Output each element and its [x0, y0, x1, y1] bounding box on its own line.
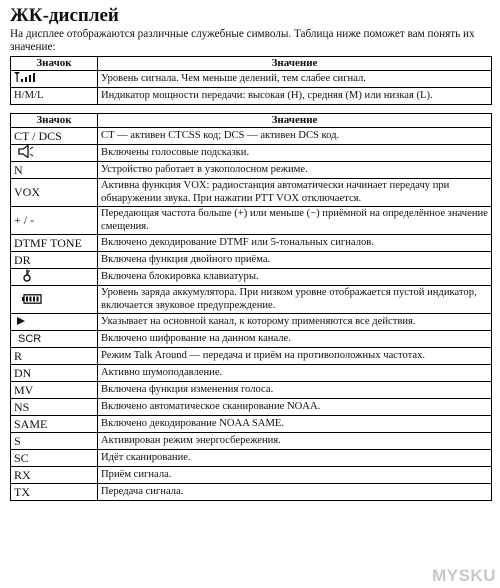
- meaning-cell: Идёт сканирование.: [98, 450, 492, 467]
- meaning-cell: Указывает на основной канал, к которому применяются все действия.: [98, 314, 492, 331]
- meaning-cell: Включены голосовые подсказки.: [98, 145, 492, 162]
- symbol-cell: SC: [11, 450, 98, 467]
- watermark: MYSKU: [432, 566, 496, 585]
- table-row: [11, 433, 492, 450]
- table-row: [11, 416, 492, 433]
- meaning-cell: Передача сигнала.: [98, 484, 492, 501]
- symbol-cell: [11, 286, 98, 314]
- table-row: [11, 348, 492, 365]
- meaning-cell: Включено декодирование DTMF или 5-тональных сигналов.: [98, 235, 492, 252]
- table-row: [11, 450, 492, 467]
- signal-strength-icon: [14, 71, 36, 87]
- icon-column-header: Значок: [11, 114, 98, 128]
- meaning-cell: Включена функция двойного приёма.: [98, 252, 492, 269]
- symbol-cell: [11, 269, 98, 286]
- intro-text: На дисплее отображаются различные служебные символы. Таблица ниже поможет вам понять их значение:: [10, 28, 475, 53]
- play-arrow-icon: [16, 316, 26, 329]
- meaning-cell: Индикатор мощности передачи: высокая (H), средняя (M) или низкая (L).: [98, 88, 492, 105]
- table-row: [11, 145, 492, 162]
- page-title: ЖК-дисплей: [10, 5, 119, 26]
- table-row: [11, 162, 492, 179]
- table-row: [11, 484, 492, 501]
- scr-symbol: SCR: [18, 333, 42, 346]
- meaning-cell: Включена функция изменения голоса.: [98, 382, 492, 399]
- table-row: [11, 179, 492, 207]
- symbol-cell: DN: [11, 365, 98, 382]
- meaning-cell: Уровень заряда аккумулятора. При низком уровне отображается пустой индикатор, включается звуковое предупреждение.: [98, 286, 492, 314]
- symbol-cell: CT / DCS: [11, 128, 98, 145]
- symbol-cell: N: [11, 162, 98, 179]
- meaning-cell: Устройство работает в узкополосном режиме.: [98, 162, 492, 179]
- meaning-cell: Включено шифрование на данном канале.: [98, 331, 492, 348]
- meaning-cell: Активна функция VOX: радиостанция автоматически начинает передачу при обнаружении звука. При нажатии PTT VOX отключается.: [98, 179, 492, 207]
- table-row: [11, 269, 492, 286]
- table-row: [11, 399, 492, 416]
- symbol-cell: DTMF TONE: [11, 235, 98, 252]
- table-header-row: [11, 114, 492, 128]
- meaning-cell: Включено автоматическое сканирование NOAA.: [98, 399, 492, 416]
- symbol-cell: RX: [11, 467, 98, 484]
- symbol-cell: DR: [11, 252, 98, 269]
- meaning-cell: Активно шумоподавление.: [98, 365, 492, 382]
- symbol-cell: [11, 314, 98, 331]
- meaning-cell: Передающая частота больше (+) или меньше (−) приёмной на определённое значение смещения.: [98, 207, 492, 235]
- table-row: [11, 286, 492, 314]
- table-row: [11, 128, 492, 145]
- meaning-column-header: Значение: [98, 57, 492, 71]
- symbol-cell: [11, 145, 98, 162]
- meaning-cell: Активирован режим энергосбережения.: [98, 433, 492, 450]
- symbol-cell: S: [11, 433, 98, 450]
- meaning-cell: Приём сигнала.: [98, 467, 492, 484]
- table-row: [11, 252, 492, 269]
- table-row: [11, 235, 492, 252]
- table-row: [11, 331, 492, 348]
- symbol-cell: + / -: [11, 207, 98, 235]
- table-row: [11, 467, 492, 484]
- symbol-cell: R: [11, 348, 98, 365]
- table-row: [11, 382, 492, 399]
- table-header-row: [11, 57, 492, 71]
- meaning-column-header: Значение: [98, 114, 492, 128]
- meaning-cell: Включено декодирование NOAA SAME.: [98, 416, 492, 433]
- symbol-cell: [11, 331, 98, 348]
- meaning-cell: CT — активен CTCSS код; DCS — активен DCS код.: [98, 128, 492, 145]
- display-symbols-table: [10, 113, 492, 501]
- table-row: [11, 207, 492, 235]
- symbol-cell: SAME: [11, 416, 98, 433]
- meaning-cell: Режим Talk Around — передача и приём на противоположных частотах.: [98, 348, 492, 365]
- symbol-cell: VOX: [11, 179, 98, 207]
- table-row: [11, 314, 492, 331]
- table-row: [11, 71, 492, 88]
- table-row: [11, 365, 492, 382]
- battery-icon: [22, 294, 42, 307]
- symbol-cell: TX: [11, 484, 98, 501]
- symbol-cell: [11, 71, 98, 88]
- meaning-cell: Уровень сигнала. Чем меньше делений, тем слабее сигнал.: [98, 71, 492, 88]
- symbol-cell: MV: [11, 382, 98, 399]
- speaker-icon: [18, 145, 34, 161]
- symbol-cell: NS: [11, 399, 98, 416]
- meaning-cell: Включена блокировка клавиатуры.: [98, 269, 492, 286]
- table-row: [11, 88, 492, 105]
- signal-power-table: [10, 56, 492, 105]
- document-page: [10, 6, 492, 501]
- icon-column-header: Значок: [11, 57, 98, 71]
- symbol-cell: H/M/L: [11, 88, 98, 105]
- key-lock-icon: [22, 269, 32, 285]
